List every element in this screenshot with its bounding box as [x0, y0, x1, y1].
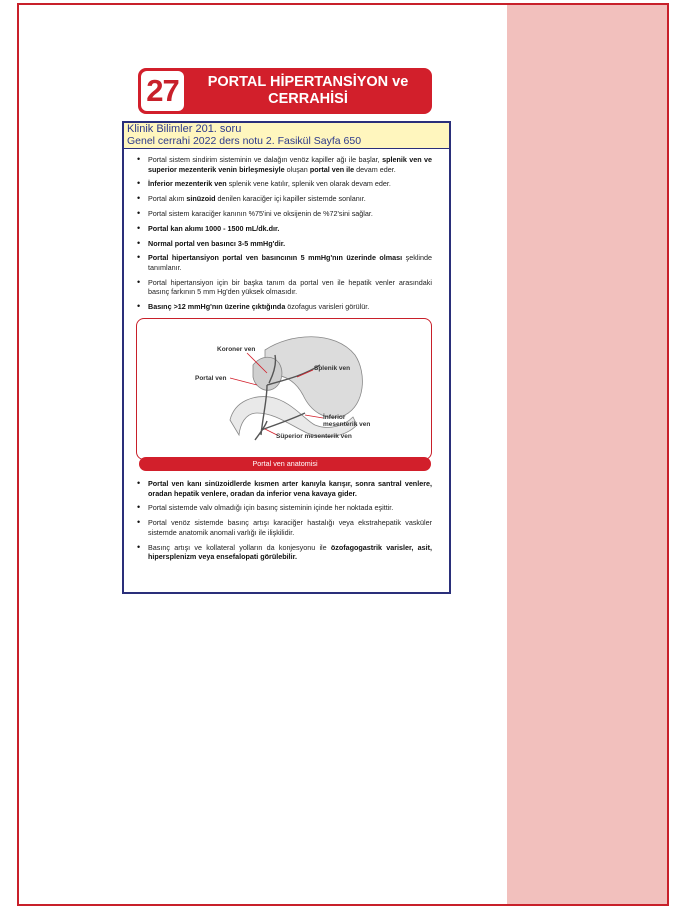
bullet-text-bold: Normal portal ven basıncı 3-5 mmHg'dir. — [148, 238, 286, 248]
bullet-item — [136, 224, 432, 234]
bullet-text: splenik vene katılır, splenik ven olarak devam eder. — [226, 179, 391, 189]
portal-vein-illustration — [195, 325, 370, 450]
bullet-text: Portal sistemde valv olmadığı için basınç sisteminin içinde her noktada eşittir. — [148, 503, 394, 513]
bullet-item — [136, 209, 432, 219]
bullet-list-bottom — [136, 479, 432, 567]
bullet-item — [136, 302, 432, 312]
bullet-item — [136, 543, 432, 562]
bullet-item — [136, 479, 432, 498]
bullet-text: Basınç artışı ve kollateral yolların da konjesyonu ile — [148, 542, 331, 552]
bullet-text-bold: sinüzoid — [186, 194, 216, 204]
bullet-text: Portal sistem karaciğer kanının %75'ini ve oksijenin de %72'sini sağlar. — [148, 208, 373, 218]
bullet-text-bold: Portal ven kanı sinüzoidlerde kısmen arter kanıyla karışır, sonra santral venlere, oradan hepatik venlere, oradan da inferior vena kavaya gider. — [148, 479, 432, 498]
bullet-item — [136, 179, 432, 189]
bullet-text-bold: İnferior mezenterik ven — [148, 179, 227, 189]
label-inferior: İnferior — [323, 414, 346, 421]
reference-line2: Genel cerrahi 2022 ders notu 2. Fasikül Sayfa 650 — [127, 134, 362, 147]
bullet-item — [136, 518, 432, 537]
bullet-text-bold: özofagogastrik varisler, asit, hipersplenizm veya ensefalopati görülebilir. — [148, 542, 432, 562]
bullet-item — [136, 253, 432, 272]
chapter-number: 27 — [141, 71, 184, 111]
bullet-text: özofagus varisleri görülür. — [285, 302, 370, 312]
bullet-text-bold: portal ven ile — [309, 164, 355, 174]
label-superior-mesenterik-ven: Süperior mesenterik ven — [276, 433, 352, 440]
bullet-list-top — [136, 155, 432, 317]
bullet-text: oluşan — [284, 164, 310, 174]
bullet-text-bold: Basınç >12 mmHg'nın üzerine çıktığında — [148, 302, 286, 312]
reference-box — [124, 123, 449, 149]
figure-caption: Portal ven anatomisi — [139, 457, 431, 471]
chapter-title — [196, 74, 420, 108]
bullet-item — [136, 155, 432, 174]
side-margin-panel — [507, 5, 667, 904]
bullet-item — [136, 239, 432, 249]
bullet-text: Portal akım — [148, 194, 187, 204]
bullet-text: denilen karaciğer içi kapiller sistemde sonlanır. — [215, 194, 366, 204]
label-splenik-ven: Splenik ven — [314, 365, 351, 372]
bullet-text-bold: Portal kan akımı 1000 - 1500 mL/dk.dır. — [148, 223, 280, 233]
label-inferior-mesenterik-ven: mesenterik ven — [323, 421, 371, 428]
bullet-item — [136, 503, 432, 513]
bullet-item — [136, 278, 432, 297]
chapter-title-line1: PORTAL HİPERTANSİYON ve — [207, 74, 409, 90]
bullet-text-bold: Portal hipertansiyon portal ven basıncının 5 mmHg'nın üzerinde olması — [148, 253, 403, 263]
bullet-text: Portal hipertansiyon için bir başka tanım da portal ven ile hepatik venler arasındaki basınç farkının 5 mm Hg'den yüksek olmasıdır. — [148, 277, 432, 297]
bullet-text: devam eder. — [354, 164, 396, 174]
bullet-text: şeklinde tanımlanır. — [148, 253, 432, 272]
reference-line1: Klinik Bilimler 201. soru — [127, 123, 242, 135]
bullet-item — [136, 194, 432, 204]
bullet-text-bold: splenik ven ve superior mezenterik venin birleşmesiyle — [148, 155, 433, 174]
bullet-text: Portal sistem sindirim sisteminin ve dalağın venöz kapiller ağı ile başlar, — [148, 155, 383, 164]
label-portal-ven: Portal ven — [195, 375, 227, 382]
label-koroner-ven: Koroner ven — [217, 346, 256, 353]
bullet-text: Portal venöz sistemde basınç artışı karaciğer hastalığı veya ekstrahepatik vasküler sistemde anatomik anomali varlığı ile ilişkilidir. — [148, 518, 432, 537]
chapter-title-line2: CERRAHİSİ — [268, 91, 348, 107]
